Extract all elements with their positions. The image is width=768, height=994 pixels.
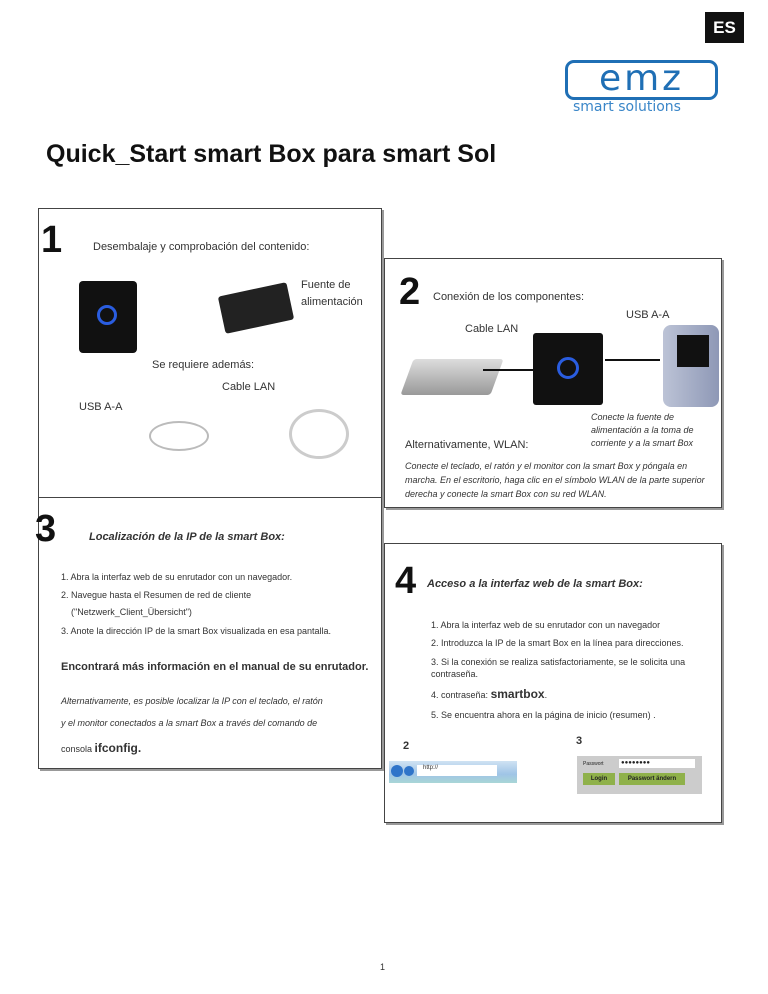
- step4-item-password: [431, 687, 547, 701]
- change-password-button: Passwort ändern: [619, 773, 685, 785]
- alt-text-3: [61, 741, 141, 755]
- smart-sol-controller-image: [663, 325, 719, 407]
- also-required-label: Se requiere además:: [152, 359, 255, 371]
- cable-lan-label: Cable LAN: [465, 323, 519, 335]
- step4-item: 2. Introduzca la IP de la smart Box en la línea para direcciones.: [431, 638, 684, 648]
- step4-number: 4: [395, 560, 417, 602]
- page-title: Quick_Start smart Box para smart Sol: [46, 140, 497, 168]
- login-button: Login: [583, 773, 615, 785]
- step2-heading: Conexión de los componentes:: [433, 291, 585, 303]
- figure-3-label: 3: [576, 735, 583, 747]
- step3-item: ("Netzwerk_Client_Übersicht"): [71, 607, 192, 617]
- browser-address-bar-screenshot: [389, 761, 517, 783]
- usb-line: [605, 359, 660, 361]
- power-supply-label: Fuente de alimentación: [301, 279, 363, 308]
- figure-2-label: 2: [403, 740, 410, 752]
- page-number: 1: [380, 962, 386, 972]
- step3-item: 2. Navegue hasta el Resumen de red de cliente: [61, 590, 252, 600]
- power-note: Conecte la fuente de alimentación a la toma de corriente y a la smart Box: [591, 412, 694, 448]
- login-screenshot: [577, 756, 702, 794]
- router-image: [400, 359, 503, 395]
- alt-text-1: Alternativamente, es posible localizar la IP con el teclado, el ratón: [61, 696, 323, 706]
- emz-logo: emz: [565, 60, 718, 100]
- step3-heading: Localización de la IP de la smart Box:: [89, 531, 285, 543]
- step2-box: [384, 258, 722, 508]
- step1-box: [38, 208, 382, 498]
- lan-cable-image: [289, 409, 349, 459]
- step3-box: [35, 497, 382, 769]
- usb-label: USB A-A: [79, 401, 123, 413]
- language-badge: ES: [705, 12, 744, 43]
- wlan-text: Conecte el teclado, el ratón y el monitor con la smart Box y póngala en marcha. En el escritorio, haga clic en el símbolo WLAN de la parte superior derecha y conecte la smart Box con su red WLAN.: [405, 461, 705, 499]
- step2-number: 2: [399, 271, 421, 313]
- ifconfig-command: ifconfig.: [94, 741, 142, 755]
- wlan-heading: Alternativamente, WLAN:: [405, 439, 529, 451]
- router-manual-note: Encontrará más información en el manual de su enrutador.: [61, 661, 369, 673]
- url-field: http://: [417, 765, 497, 776]
- console-label: consola: [61, 744, 93, 754]
- step1-heading: Desembalaje y comprobación del contenido:: [93, 241, 310, 253]
- step4-item: 5. Se encuentra ahora en la página de inicio (resumen) .: [431, 710, 656, 720]
- usb-label: USB A-A: [626, 309, 670, 321]
- step4-heading: Acceso a la interfaz web de la smart Box:: [427, 578, 643, 590]
- smart-box-image: [533, 333, 603, 405]
- password-prefix: 4. contraseña:: [431, 690, 489, 700]
- cable-lan-label: Cable LAN: [222, 381, 276, 393]
- password-label: Passwort: [583, 761, 604, 767]
- usb-cable-image: [149, 421, 209, 451]
- lan-line: [483, 369, 533, 371]
- power-supply-image: [218, 282, 294, 334]
- password-field: ●●●●●●●●: [619, 759, 695, 768]
- step4-box: [384, 543, 722, 823]
- smart-box-image: [79, 281, 137, 353]
- step3-number: 3: [35, 508, 57, 550]
- password-value: smartbox: [490, 687, 545, 701]
- step4-item: 3. Si la conexión se realiza satisfactoriamente, se le solicita una contraseña.: [431, 657, 686, 679]
- password-suffix: .: [544, 690, 548, 700]
- step3-item: 3. Anote la dirección IP de la smart Box visualizada en esa pantalla.: [61, 626, 331, 636]
- step1-number: 1: [41, 219, 63, 261]
- step3-item: 1. Abra la interfaz web de su enrutador con un navegador.: [61, 572, 293, 582]
- logo-tagline: smart solutions: [573, 99, 681, 115]
- step4-item: 1. Abra la interfaz web de su enrutador con un navegador: [431, 620, 661, 630]
- alt-text-2: y el monitor conectados a la smart Box a través del comando de: [61, 718, 318, 728]
